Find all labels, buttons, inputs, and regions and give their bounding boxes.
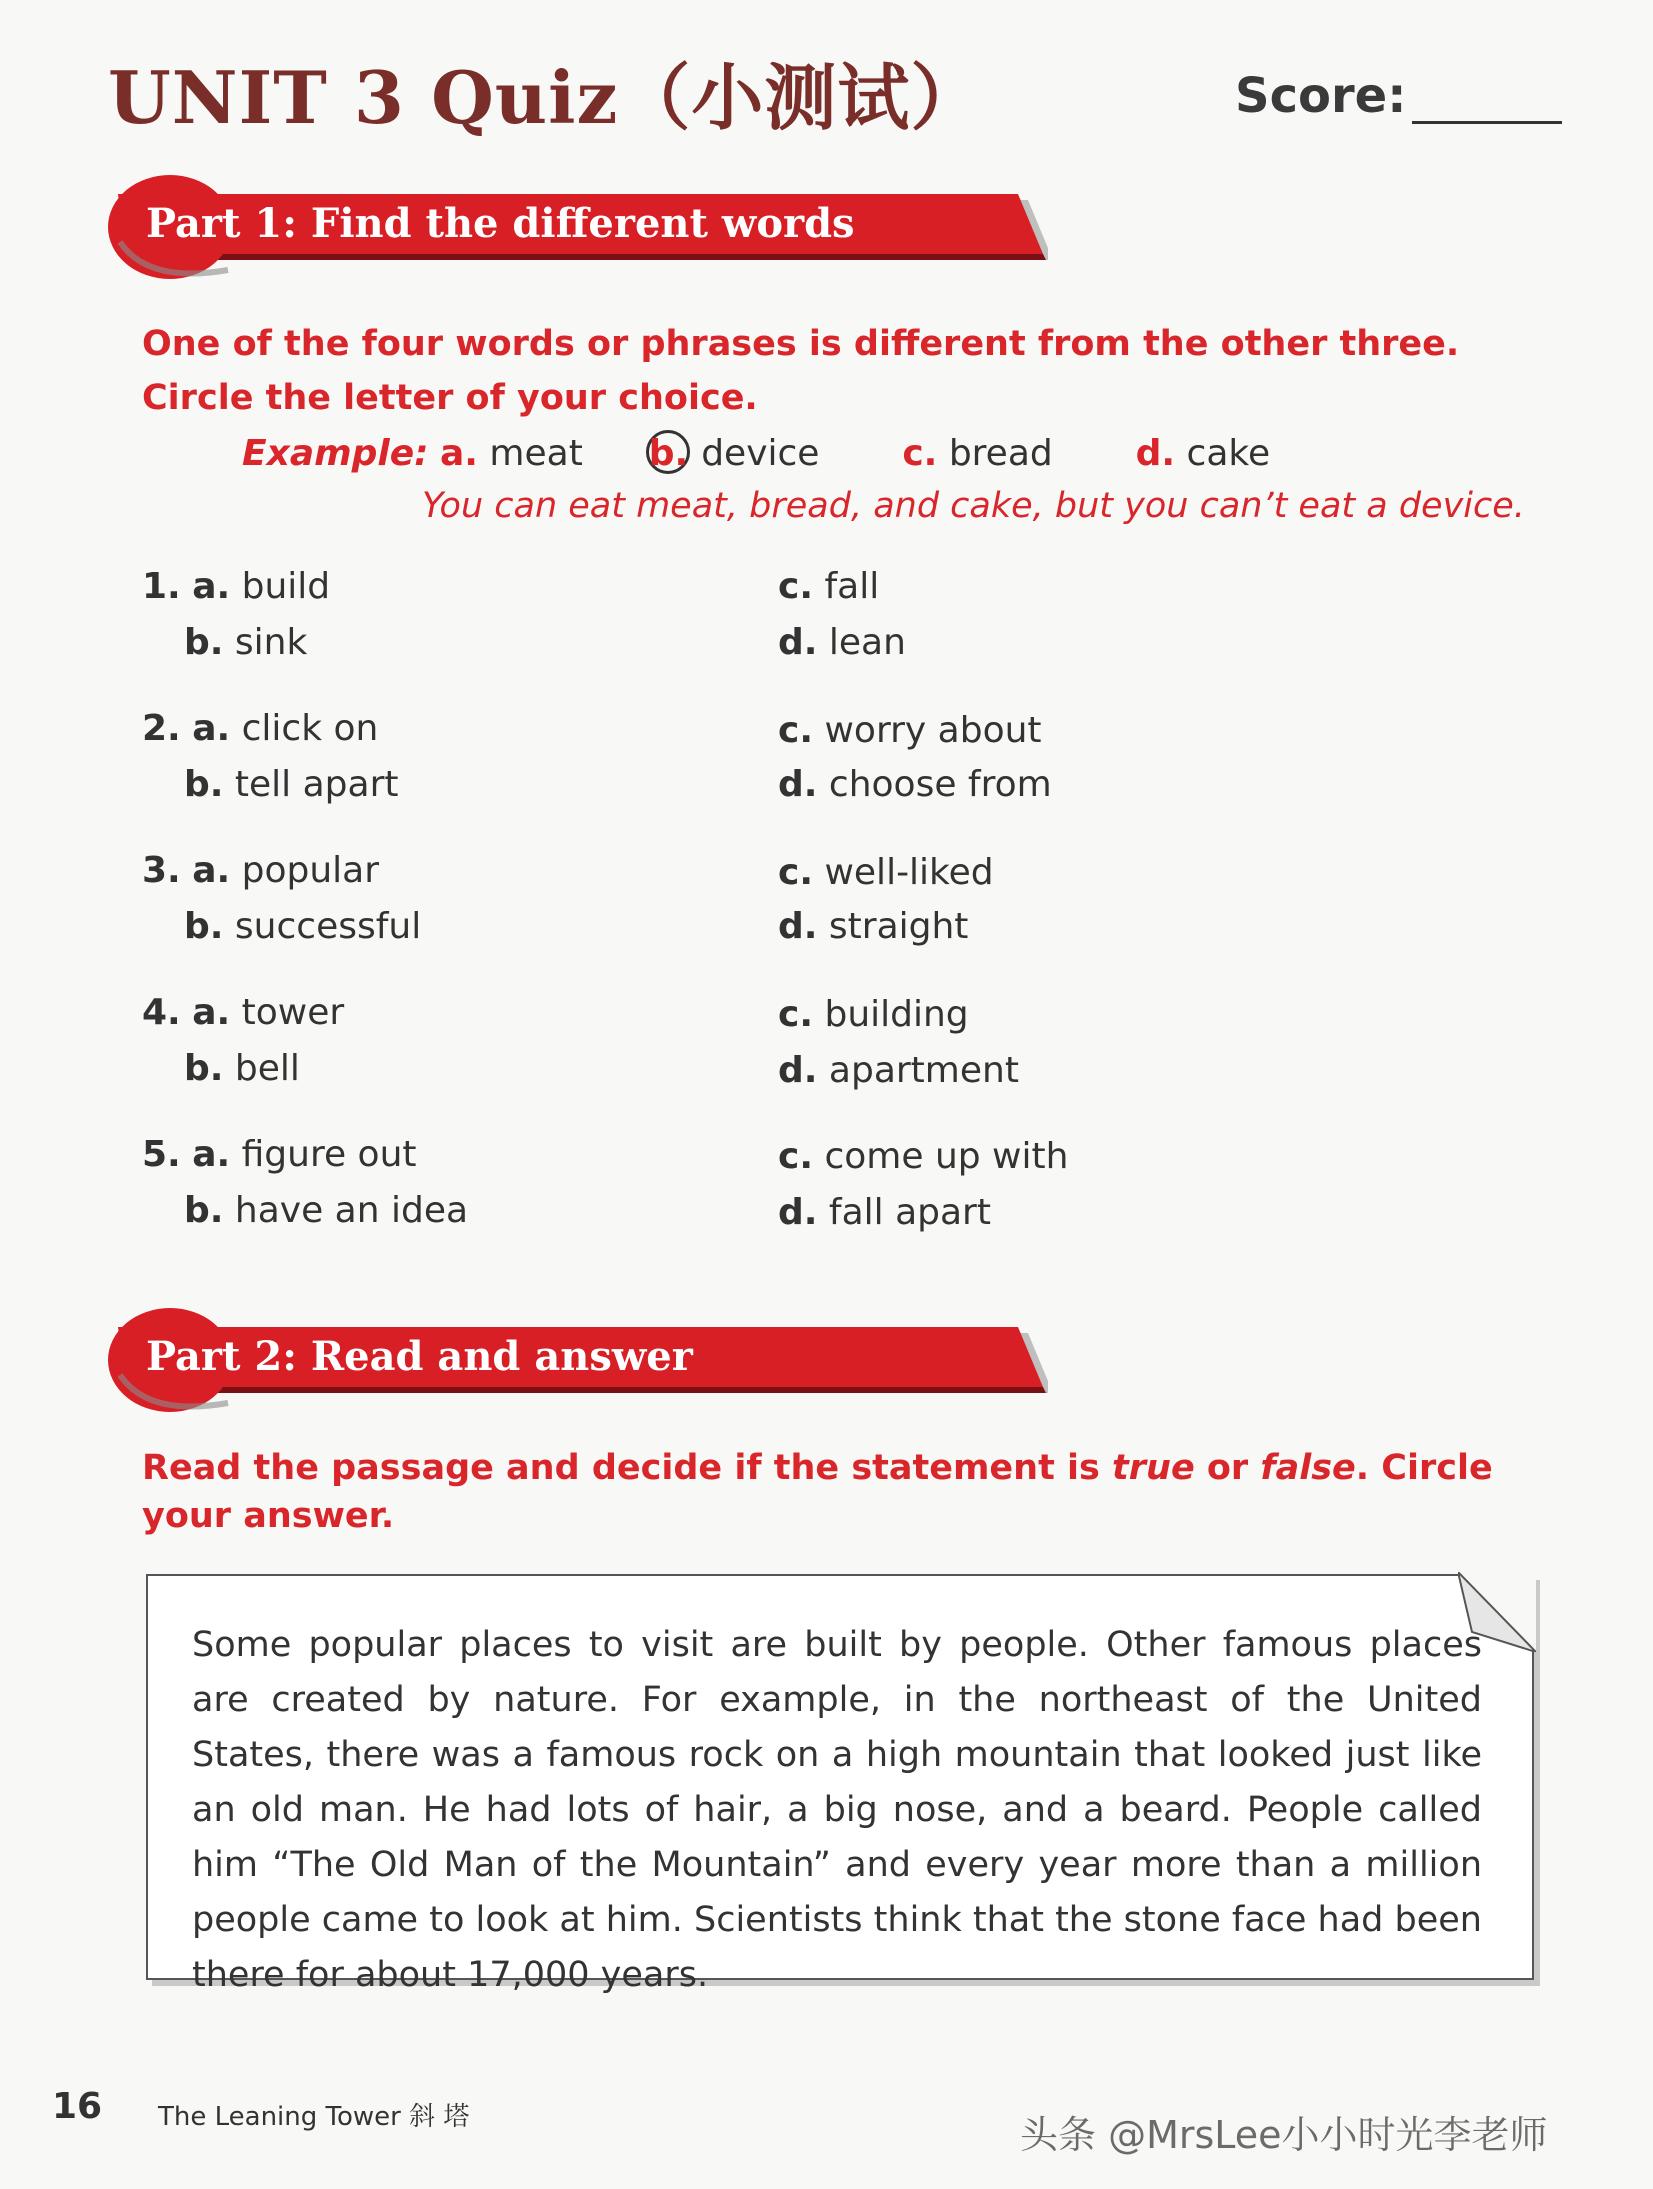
example-c: bread xyxy=(948,433,1053,474)
option-letter: a. xyxy=(192,1134,231,1175)
option-letter: b. xyxy=(184,622,224,663)
score-label: Score: xyxy=(1235,68,1407,124)
option-letter: c. xyxy=(778,994,814,1035)
question-2-option-c[interactable] xyxy=(778,710,1042,751)
passage-text: Some popular places to visit are built by people. Other famous places are created by nature. For example, in the northeast of the United States, there was a famous rock on a high mountain that looked just like an old man. He had lots of hair, a big nose, and a beard. People called him “The Old Man of the Mountain” and every year more than a million people came to look at him. Scientists think that the stone face had been there for about 17,000 years. xyxy=(192,1625,1482,1995)
option-text: worry about xyxy=(824,710,1042,751)
score-field xyxy=(1235,68,1562,124)
option-text: well-liked xyxy=(824,852,994,893)
example-b: device xyxy=(701,433,820,474)
part2-banner xyxy=(108,1305,1048,1420)
option-letter: b. xyxy=(184,906,224,947)
option-text: figure out xyxy=(241,1134,417,1175)
instr-text: Read the passage and decide if the statement is xyxy=(142,1448,1113,1488)
example-d: cake xyxy=(1186,433,1271,474)
question-4-option-b[interactable] xyxy=(184,1048,300,1089)
question-1-option-a[interactable] xyxy=(142,566,330,607)
option-text: successful xyxy=(234,906,422,947)
option-letter: a. xyxy=(192,992,231,1033)
part1-banner xyxy=(108,172,1048,287)
question-3-option-a[interactable] xyxy=(142,850,379,891)
part1-instructions: One of the four words or phrases is different from the other three. Circle the letter of your choice. xyxy=(142,324,1460,418)
option-letter: c. xyxy=(778,566,814,607)
example-d-letter: d. xyxy=(1135,433,1176,474)
instr-post: . Circle your answer. xyxy=(142,1448,1493,1536)
option-text: popular xyxy=(241,850,380,891)
option-text: fall xyxy=(824,566,880,607)
score-blank[interactable] xyxy=(1412,77,1562,124)
page-title: UNIT 3 Quiz（小测试） xyxy=(108,55,984,140)
example-a: meat xyxy=(489,433,583,474)
question-1-option-c[interactable] xyxy=(778,566,879,607)
example-b-circled-letter: b. xyxy=(646,430,690,474)
question-3-option-c[interactable] xyxy=(778,852,994,893)
part2-banner-label: Part 2: Read and answer xyxy=(146,1333,693,1380)
instr-false: false xyxy=(1260,1448,1356,1488)
option-text: fall apart xyxy=(828,1192,991,1233)
question-5-option-c[interactable] xyxy=(778,1136,1068,1177)
option-letter: d. xyxy=(778,906,818,947)
option-text: click on xyxy=(241,708,379,749)
example-explanation: You can eat meat, bread, and cake, but you can’t eat a device. xyxy=(422,486,1525,526)
watermark: 头条 @MrsLee小小时光李老师 xyxy=(1020,2113,1548,2157)
option-text: sink xyxy=(234,622,308,663)
option-letter: d. xyxy=(778,764,818,805)
instr-true: true xyxy=(1112,1448,1195,1488)
option-letter: b. xyxy=(184,764,224,805)
example-line xyxy=(242,430,1270,474)
option-text: tower xyxy=(241,992,345,1033)
question-4-option-a[interactable] xyxy=(142,992,344,1033)
option-letter: a. xyxy=(192,850,231,891)
option-text: lean xyxy=(828,622,906,663)
option-letter: b. xyxy=(184,1190,224,1231)
question-number: 1. xyxy=(142,566,181,607)
question-1-option-b[interactable] xyxy=(184,622,307,663)
option-letter: d. xyxy=(778,1050,818,1091)
option-letter: c. xyxy=(778,852,814,893)
example-c-letter: c. xyxy=(902,433,938,474)
option-text: choose from xyxy=(828,764,1052,805)
question-5-option-d[interactable] xyxy=(778,1192,991,1233)
question-3-option-b[interactable] xyxy=(184,906,421,947)
page-number: 16 xyxy=(52,2086,103,2127)
option-text: build xyxy=(241,566,331,607)
question-3-option-d[interactable] xyxy=(778,906,968,947)
option-letter: a. xyxy=(192,708,231,749)
option-text: building xyxy=(824,994,969,1035)
option-text: tell apart xyxy=(234,764,399,805)
part2-instructions xyxy=(142,1444,1532,1540)
option-letter: c. xyxy=(778,1136,814,1177)
question-4-option-c[interactable] xyxy=(778,994,969,1035)
option-letter: c. xyxy=(778,710,814,751)
example-a-letter: a. xyxy=(440,433,478,474)
option-text: come up with xyxy=(824,1136,1069,1177)
question-number: 2. xyxy=(142,708,181,749)
footer-book-title: The Leaning Tower 斜 塔 xyxy=(158,2102,470,2132)
option-letter: b. xyxy=(184,1048,224,1089)
option-text: have an idea xyxy=(234,1190,469,1231)
question-1-option-d[interactable] xyxy=(778,622,906,663)
question-5-option-b[interactable] xyxy=(184,1190,468,1231)
question-number: 3. xyxy=(142,850,181,891)
question-5-option-a[interactable] xyxy=(142,1134,417,1175)
question-2-option-a[interactable] xyxy=(142,708,378,749)
option-text: apartment xyxy=(828,1050,1019,1091)
option-text: straight xyxy=(828,906,969,947)
passage-box xyxy=(146,1574,1534,1995)
option-letter: d. xyxy=(778,1192,818,1233)
question-2-option-b[interactable] xyxy=(184,764,399,805)
example-label: Example: xyxy=(242,433,429,474)
instr-or: or xyxy=(1194,1448,1261,1488)
question-2-option-d[interactable] xyxy=(778,764,1052,805)
option-text: bell xyxy=(234,1048,300,1089)
question-number: 4. xyxy=(142,992,181,1033)
option-letter: d. xyxy=(778,622,818,663)
question-number: 5. xyxy=(142,1134,181,1175)
question-4-option-d[interactable] xyxy=(778,1050,1019,1091)
part1-banner-label: Part 1: Find the different words xyxy=(146,200,855,247)
option-letter: a. xyxy=(192,566,231,607)
